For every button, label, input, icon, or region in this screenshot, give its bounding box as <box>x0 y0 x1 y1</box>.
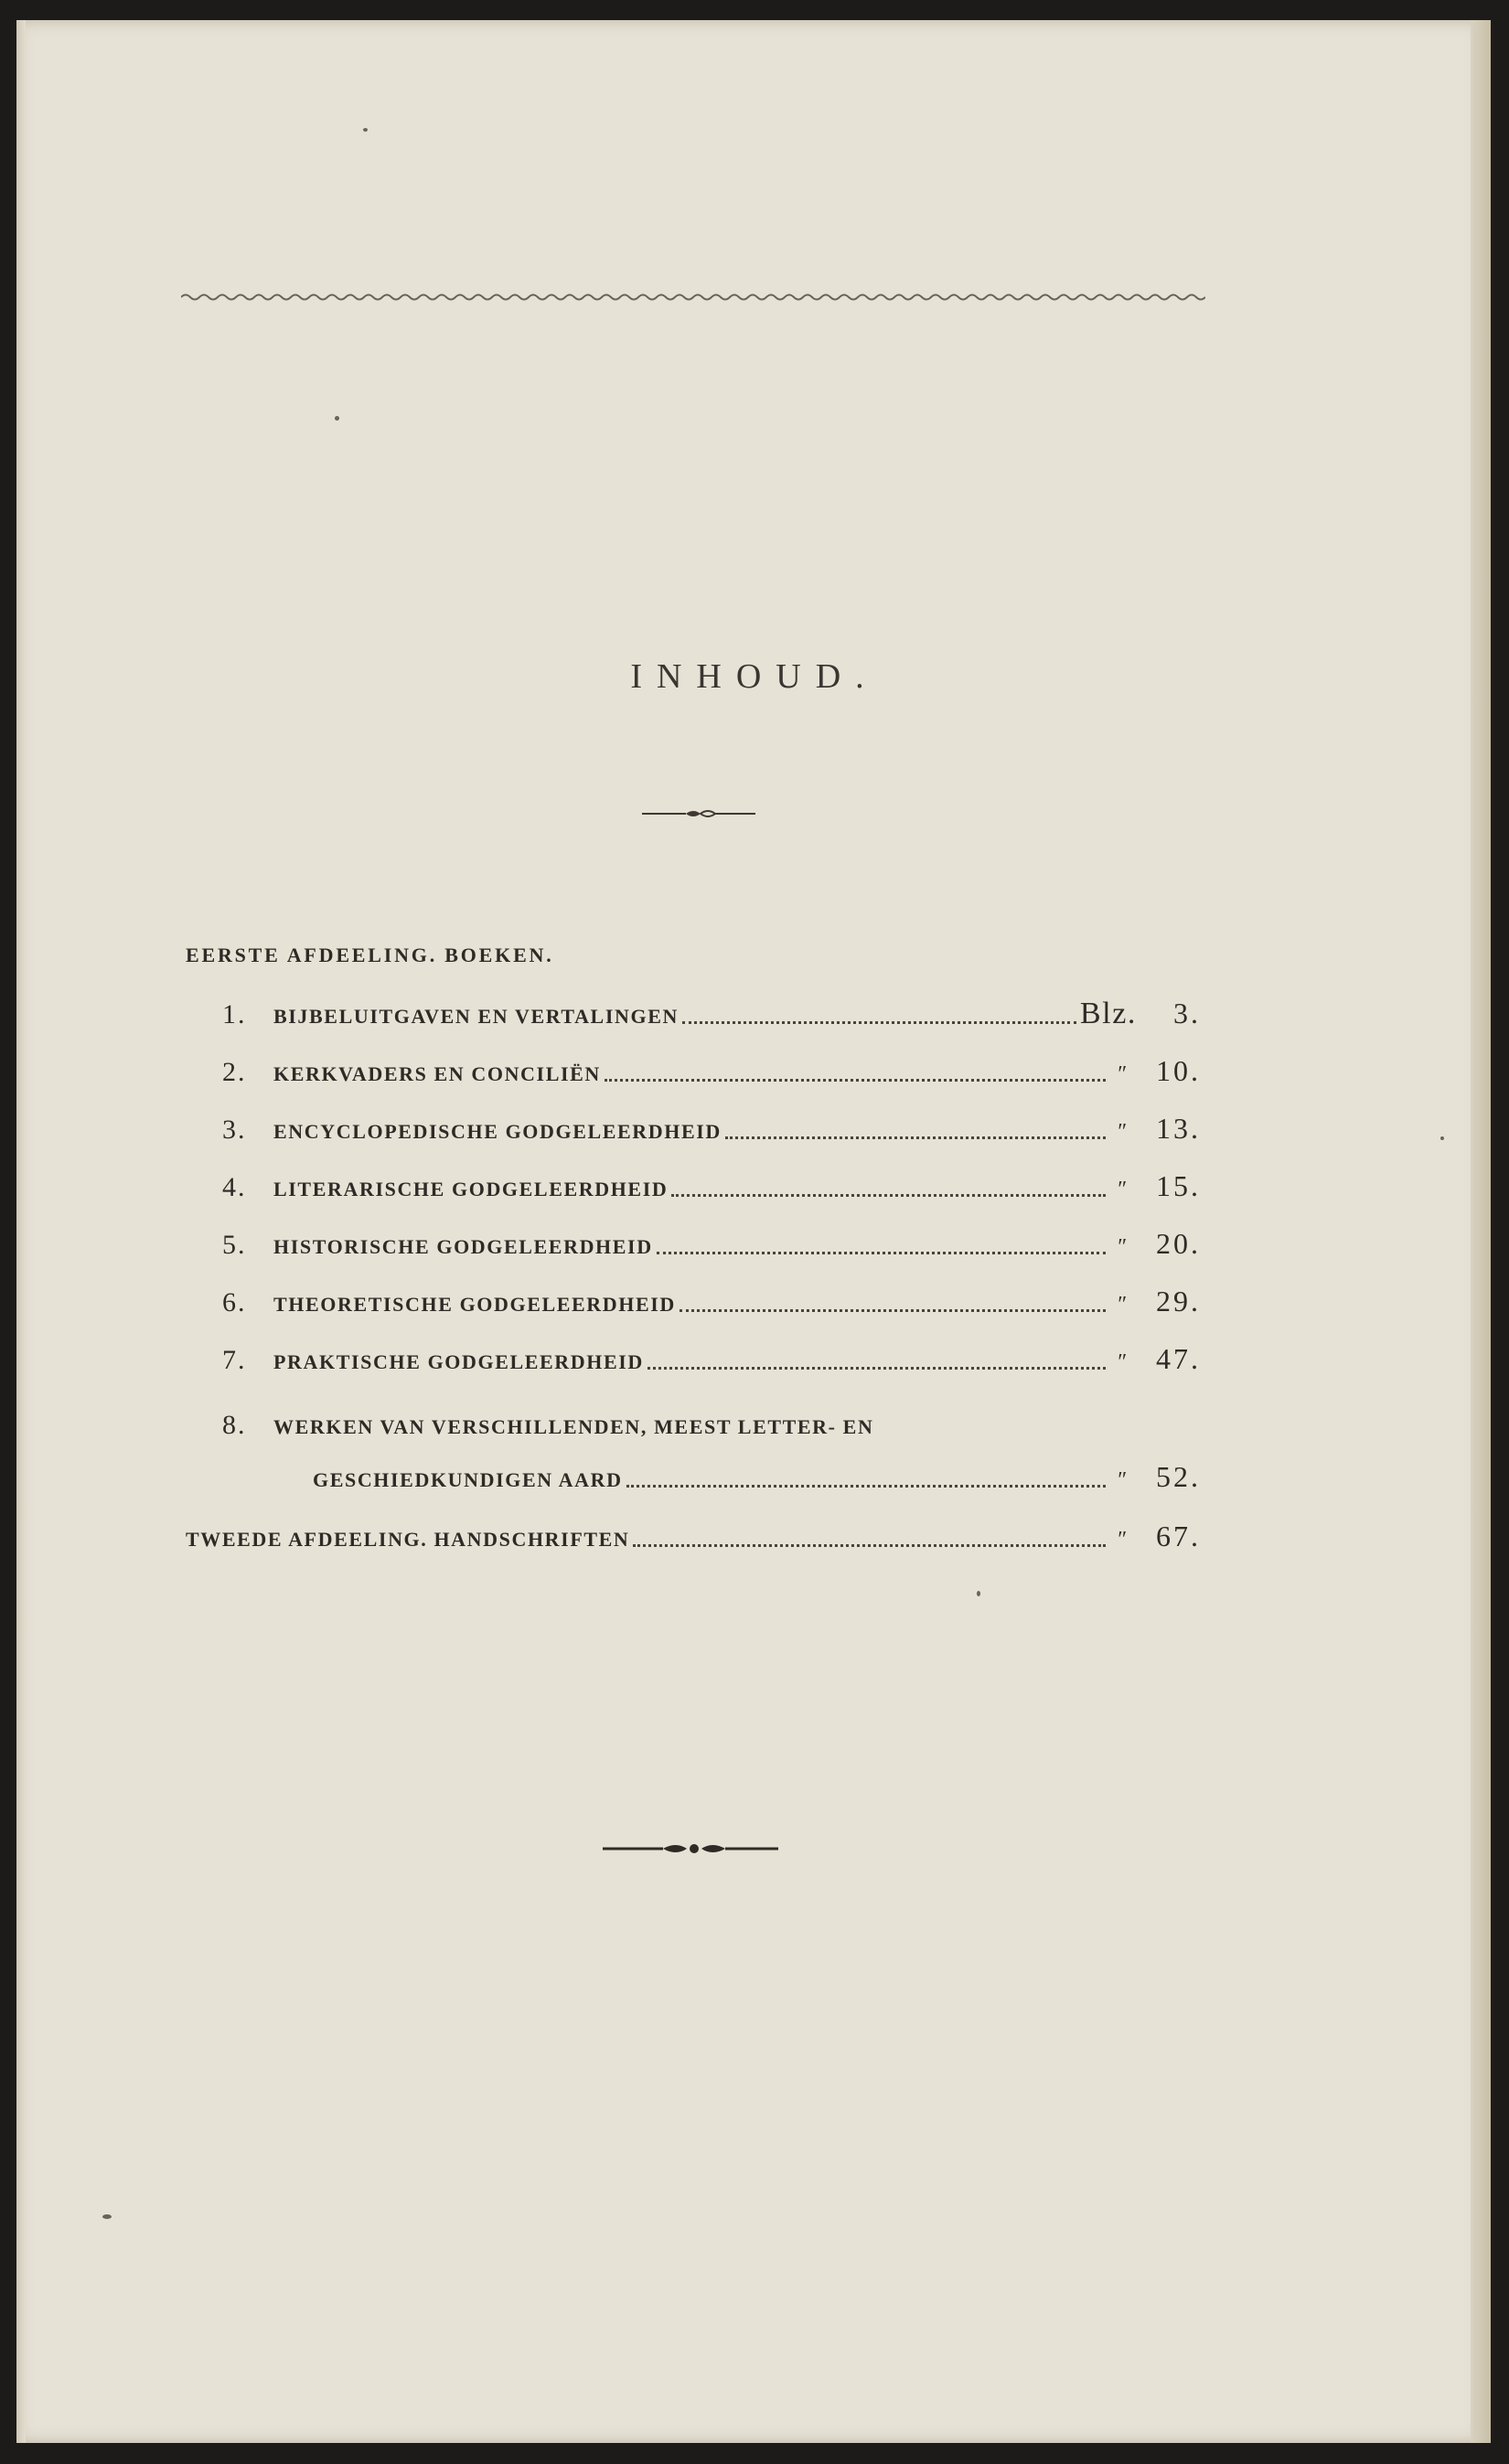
ditto-mark: ″ <box>1118 1468 1129 1492</box>
paper-speck <box>335 416 339 421</box>
toc-entry-8-line2[interactable] <box>313 1460 1201 1497</box>
leader-dots <box>680 1309 1106 1312</box>
leader-dots <box>671 1194 1106 1197</box>
page-number: 67. <box>1156 1520 1201 1552</box>
page-left-edge <box>16 20 26 2443</box>
entry-label: THEORETISCHE GODGELEERDHEID <box>273 1293 676 1316</box>
entry-number: 7. <box>222 1345 247 1375</box>
toc-entry-5[interactable] <box>222 1227 1201 1264</box>
entry-label: WERKEN VAN VERSCHILLENDEN, MEEST LETTER- EN <box>273 1415 874 1438</box>
entry-label: BIJBELUITGAVEN EN VERTALINGEN <box>273 1005 679 1028</box>
page-number: 47. <box>1156 1342 1201 1375</box>
entry-label: KERKVADERS EN CONCILIËN <box>273 1062 601 1085</box>
toc-entry-7[interactable] <box>222 1342 1201 1379</box>
leader-dots <box>682 1021 1076 1024</box>
page-number: 52. <box>1156 1460 1201 1493</box>
leader-dots <box>657 1252 1106 1254</box>
entry-label: ENCYCLOPEDISCHE GODGELEERDHEID <box>273 1120 722 1143</box>
ditto-mark: ″ <box>1118 1178 1129 1201</box>
ditto-mark: ″ <box>1118 1293 1129 1317</box>
entry-label: HISTORISCHE GODGELEERDHEID <box>273 1235 653 1258</box>
page-number: 13. <box>1156 1112 1201 1145</box>
ditto-mark: ″ <box>1118 1062 1129 1086</box>
leader-dots <box>626 1485 1106 1488</box>
entry-number: 1. <box>222 999 247 1029</box>
entry-label: GESCHIEDKUNDIGEN AARD <box>313 1468 623 1491</box>
bottom-ornament <box>599 1835 782 1862</box>
paper-speck <box>1440 1136 1444 1140</box>
paper-speck <box>977 1591 980 1596</box>
toc-entry-3[interactable] <box>222 1112 1201 1148</box>
entry-number: 3. <box>222 1115 247 1145</box>
page-number: 29. <box>1156 1285 1201 1317</box>
page-right-edge <box>1471 20 1491 2443</box>
page-number: 10. <box>1156 1054 1201 1087</box>
blz-label: Blz. <box>1079 997 1137 1030</box>
entry-number: 5. <box>222 1230 247 1260</box>
leader-dots <box>633 1544 1106 1547</box>
paper-speck <box>363 128 368 132</box>
ditto-mark: ″ <box>1118 1528 1129 1552</box>
leader-dots <box>647 1367 1106 1370</box>
ditto-mark: ″ <box>1118 1350 1129 1374</box>
entry-number: 4. <box>222 1172 247 1202</box>
toc-entry-4[interactable] <box>222 1169 1201 1206</box>
leader-dots <box>605 1079 1106 1082</box>
entry-number: 2. <box>222 1057 247 1087</box>
toc-entry-6[interactable] <box>222 1285 1201 1321</box>
toc-entry-1[interactable] <box>222 997 1201 1033</box>
ditto-mark: ″ <box>1118 1235 1129 1259</box>
page-number: 15. <box>1156 1169 1201 1202</box>
toc-entry-second-section[interactable] <box>186 1520 1201 1556</box>
section-heading-first: EERSTE AFDEELING. BOEKEN. <box>186 944 554 966</box>
entry-number: 8. <box>222 1410 247 1440</box>
page-number: 3. <box>1173 997 1201 1029</box>
toc-entry-2[interactable] <box>222 1054 1201 1091</box>
entry-number: 6. <box>222 1287 247 1317</box>
paper-speck <box>102 2214 112 2219</box>
entry-label: LITERARISCHE GODGELEERDHEID <box>273 1178 669 1200</box>
page-title: INHOUD. <box>630 657 879 696</box>
toc-entry-8-line1[interactable] <box>222 1410 1201 1446</box>
entry-label: TWEEDE AFDEELING. HANDSCHRIFTEN <box>186 1528 630 1551</box>
small-ornament <box>640 803 759 825</box>
leader-dots <box>725 1136 1106 1139</box>
entry-label: PRAKTISCHE GODGELEERDHEID <box>273 1350 644 1373</box>
page-number: 20. <box>1156 1227 1201 1260</box>
ditto-mark: ″ <box>1118 1120 1129 1144</box>
wavy-rule-top <box>181 291 1205 304</box>
